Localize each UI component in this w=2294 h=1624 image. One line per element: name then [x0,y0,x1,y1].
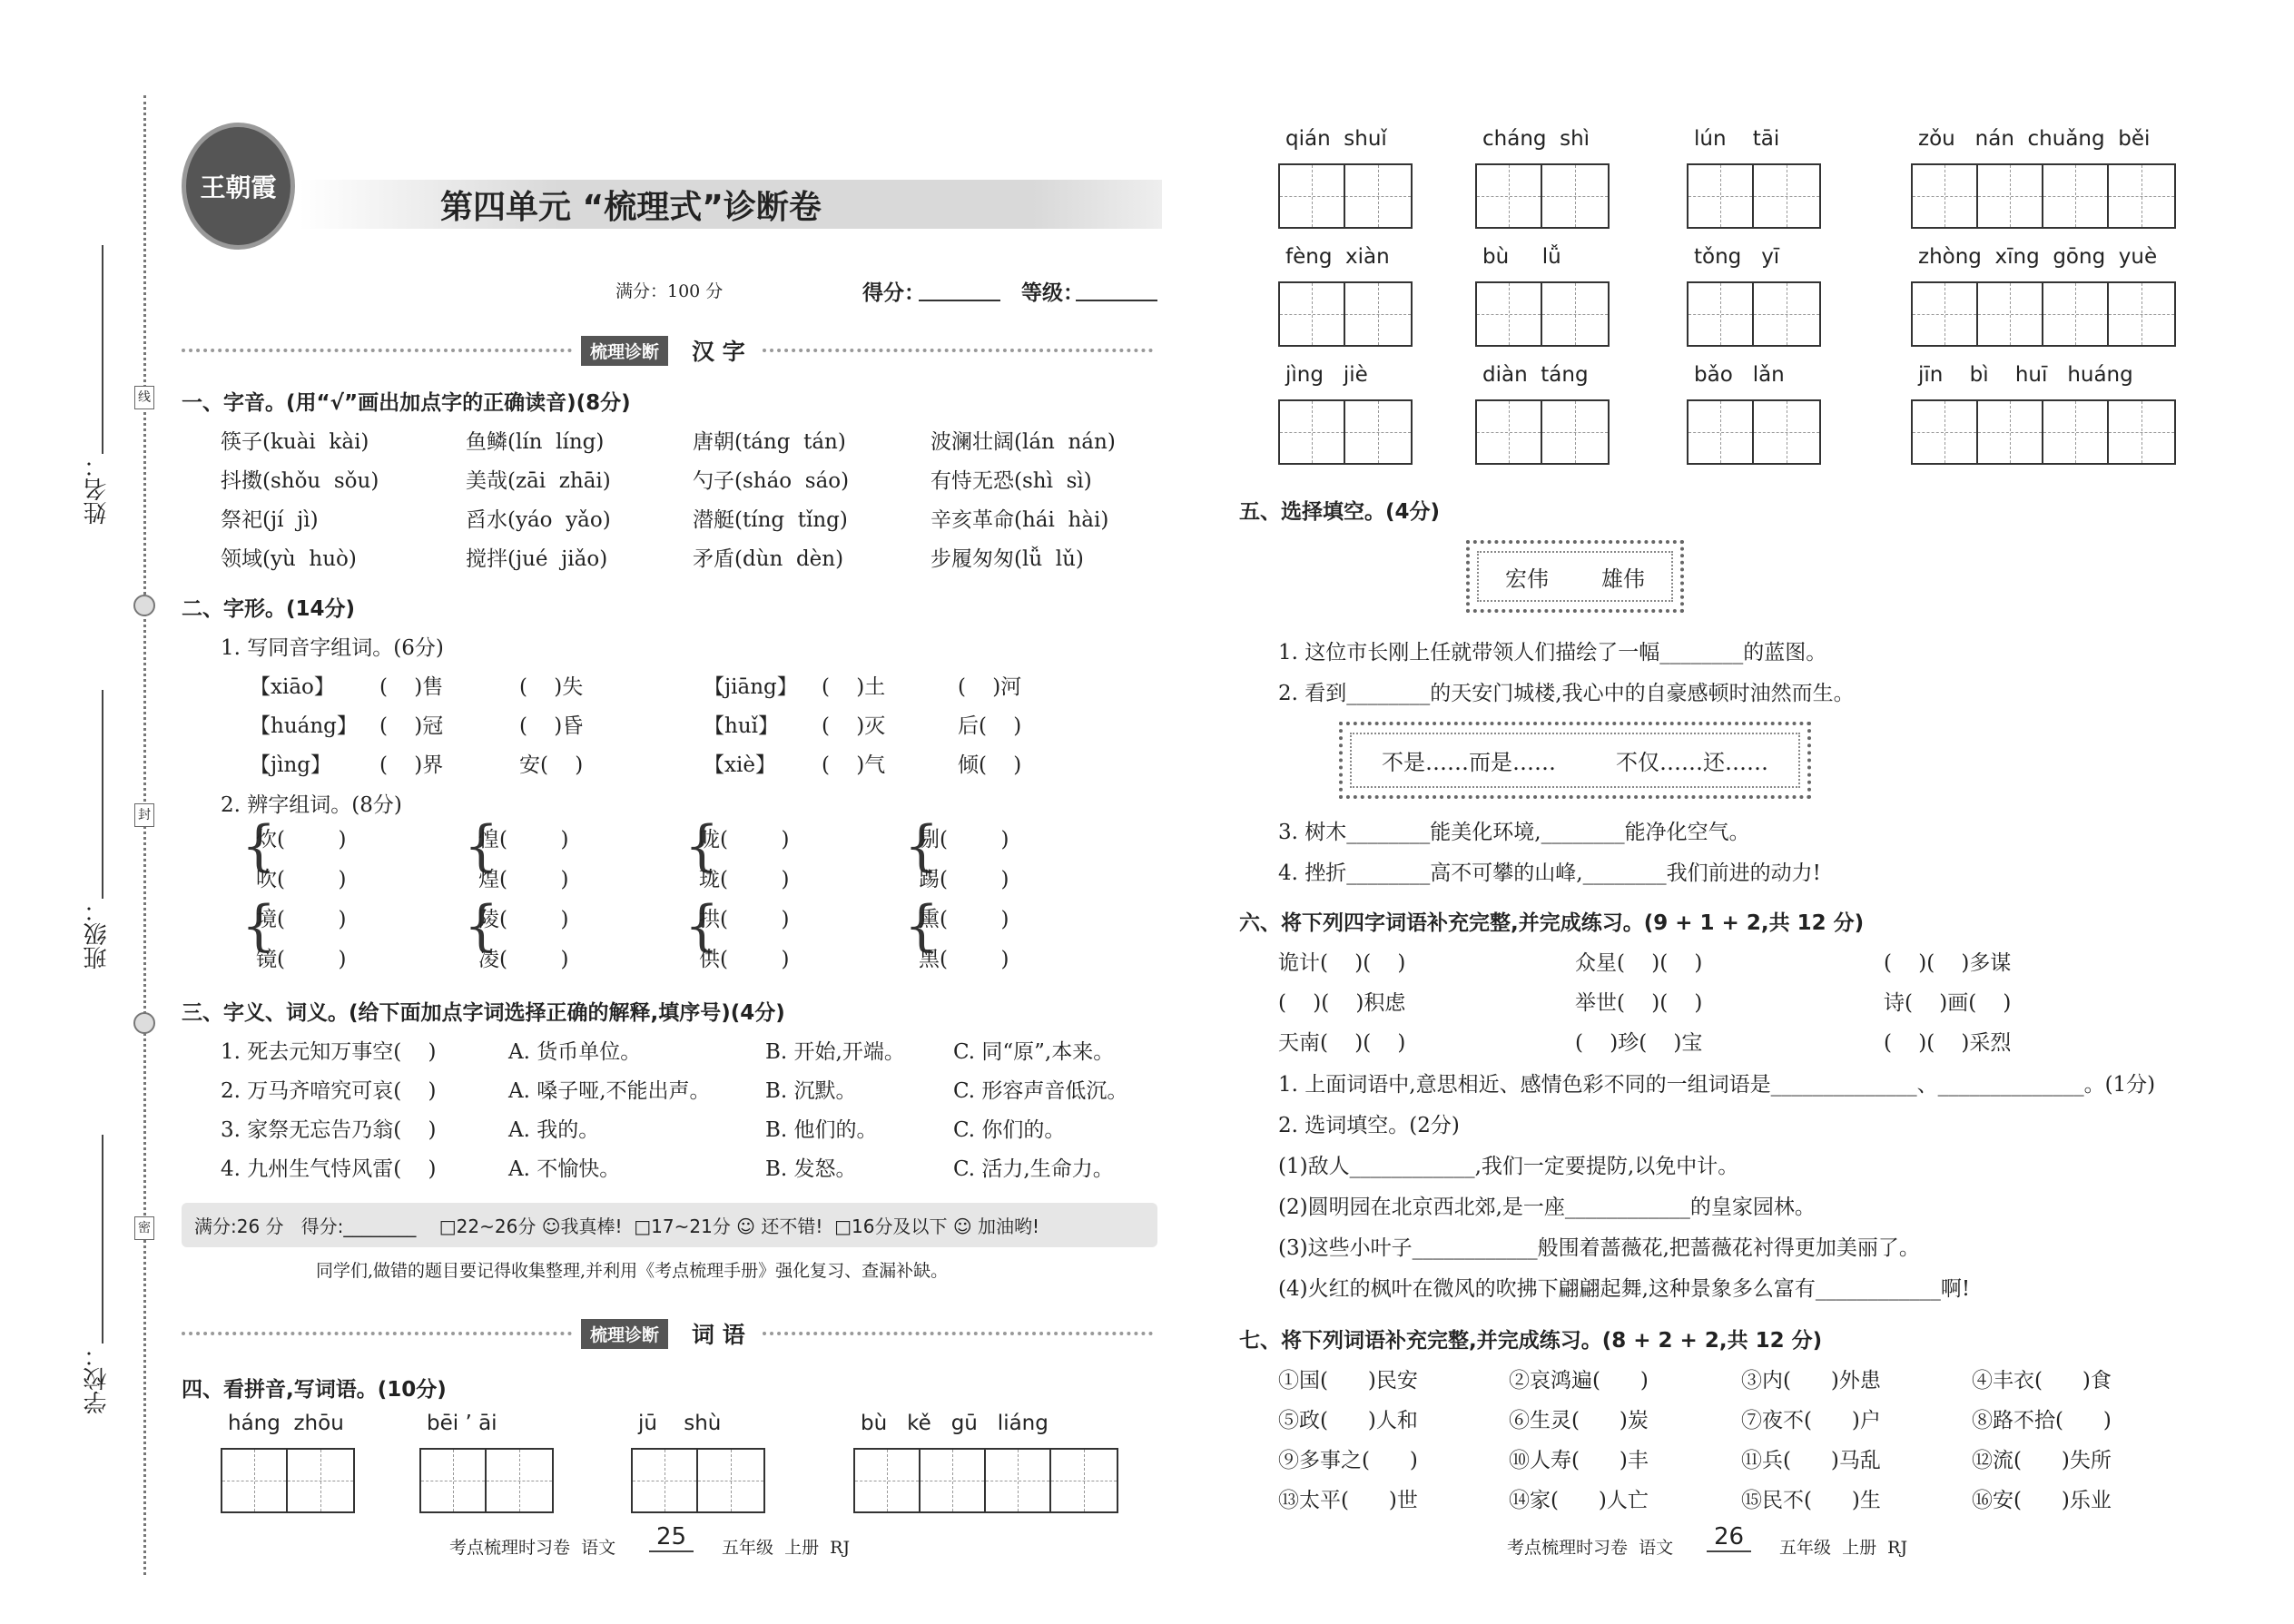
q1-item[interactable]: 搅拌(jué jiǎo) [466,547,608,571]
writing-grid[interactable] [1911,163,2176,229]
pinyin-label: bù kě gū liáng [861,1412,1049,1435]
grid-cell[interactable] [2043,401,2109,463]
binding-hole [133,595,155,616]
q7-item[interactable]: ⑪兵( )马乱 [1741,1449,1881,1472]
q2-item[interactable]: ( )失 [519,675,584,699]
writing-grid[interactable] [1278,281,1413,347]
page-number-right: 26 [1707,1523,1751,1552]
q3-item: B. 他们的。 [765,1118,878,1142]
pinyin-label: háng zhōu [228,1412,344,1435]
grid-cell[interactable] [1754,165,1819,227]
writing-grid[interactable] [1475,163,1610,229]
q1-item[interactable]: 辛亥革命(hái hài) [930,508,1109,532]
q5-item: 1. 这位市长刚上任就带领人们描绘了一幅________的蓝图。 [1278,641,1827,664]
q2-item[interactable]: 后( ) [958,714,1022,738]
writing-grid[interactable] [1687,281,1821,347]
word-option: 不是……而是…… [1382,750,1556,775]
pair-item[interactable]: 供( ) [699,948,790,971]
q6-item[interactable]: 诡计( )( ) [1278,951,1406,975]
q6-title: 六、将下列四字词语补充完整,并完成练习。(9 + 1 + 2,共 12 分) [1239,911,1865,935]
divider [763,1332,1153,1335]
grid-cell[interactable] [1689,283,1754,345]
grid-cell[interactable] [288,1450,353,1511]
grid-cell[interactable] [1913,283,1978,345]
full-score: 满分：100 分 [615,281,724,301]
grid-cell[interactable] [2109,165,2174,227]
q6-item[interactable]: ( )( )采烈 [1884,1031,2012,1055]
grid-cell[interactable] [1542,283,1608,345]
q3-item[interactable]: 4. 九州生气恃风雷( ) [221,1157,437,1181]
grid-cell[interactable] [1913,165,1978,227]
q1-item[interactable]: 美哉(zāi zhāi) [466,469,611,493]
q7-item[interactable]: ⑭家( )人亡 [1509,1489,1649,1512]
section-title-ciyu: 词 语 [692,1322,745,1348]
q1-item[interactable]: 鱼鳞(lín líng) [466,430,605,454]
seal-line-mark: 线 [134,386,154,409]
pinyin-label: zǒu nán chuǎng běi [1918,127,2151,151]
brace: { [684,894,720,958]
footer-left-grade: 五年级 上册 RJ [722,1538,851,1558]
q3-item: C. 活力,生命力。 [953,1157,1114,1181]
section-tag: 梳理诊断 [581,1319,668,1349]
pair-item[interactable]: 炊( ) [256,828,347,851]
grid-cell[interactable] [1280,283,1345,345]
q6-item[interactable]: 众星( )( ) [1575,951,1703,975]
q1-title: 一、字音。(用“√”画出加点字的正确读音)(8分) [182,391,631,415]
score-field[interactable] [919,300,1000,301]
q2-title: 二、字形。(14分) [182,597,356,621]
pinyin-label: cháng shì [1482,127,1590,151]
grid-cell[interactable] [1280,165,1345,227]
q7-item[interactable]: ⑩人寿( )丰 [1509,1449,1649,1472]
grade-field[interactable] [1076,300,1157,301]
grid-cell[interactable] [1754,283,1819,345]
q2-item[interactable]: ( )昏 [519,714,584,738]
grid-cell[interactable] [222,1450,288,1511]
q7-item[interactable]: ③内( )外患 [1741,1369,1881,1393]
q6-line[interactable]: (1)敌人____________,我们一定要提防,以免中计。 [1278,1155,1739,1178]
writing-grid[interactable] [1687,163,1821,229]
q4-title: 四、看拼音,写词语。(10分) [182,1378,447,1402]
q7-item[interactable]: ⑨多事之( ) [1278,1449,1418,1472]
q7-item[interactable]: ②哀鸿遍( ) [1509,1369,1649,1393]
q3-item: C. 同“原”,本来。 [953,1040,1115,1064]
name-field[interactable] [102,245,103,454]
pair-item[interactable]: 剔( ) [919,828,1009,851]
pair-item[interactable]: 凌( ) [478,948,569,971]
writing-grid[interactable] [631,1448,765,1513]
school-field[interactable] [102,1135,103,1343]
q6-item[interactable]: ( )珍( )宝 [1575,1031,1703,1055]
writing-grid[interactable] [1475,281,1610,347]
q7-title: 七、将下列词语补充完整,并完成练习。(8 + 2 + 2,共 12 分) [1239,1329,1823,1353]
score-bar: 满分:26 分 得分:________ □22~26分 ☺我真棒! □17~21分 ☺ 还不错! □16分及以下 ☺ 加油哟! [182,1203,1157,1247]
writing-grid[interactable] [853,1448,1118,1513]
logo-text: 王朝霞 [200,172,277,202]
school-label: 学校： [84,1343,111,1414]
brace: { [241,814,277,878]
pair-item[interactable]: 陵( ) [478,908,569,931]
pinyin-label: bēi ’ āi [427,1412,497,1435]
grid-cell[interactable] [2109,283,2174,345]
q2-item[interactable]: 倾( ) [958,753,1022,777]
q3-item: A. 我的。 [508,1118,600,1142]
q1-item[interactable]: 唐朝(táng tán) [693,430,846,454]
q7-item[interactable]: ⑦夜不( )户 [1741,1409,1881,1432]
writing-grid[interactable] [1911,281,2176,347]
grid-cell[interactable] [1345,283,1411,345]
grid-cell[interactable] [1280,401,1345,463]
grid-cell[interactable] [1477,401,1542,463]
q3-item: C. 你们的。 [953,1118,1066,1142]
q2-item[interactable]: ( )气 [822,753,886,777]
q7-item[interactable]: ⑯安( )乐业 [1972,1489,2112,1512]
grid-cell[interactable] [855,1450,921,1511]
q2-item: 【xiāo】 [250,675,335,699]
pinyin-label: fèng xiàn [1285,245,1390,269]
q7-item[interactable]: ④丰衣( )食 [1972,1369,2112,1393]
pinyin-label: jīn bì huī huáng [1918,363,2133,387]
brace: { [464,814,499,878]
q6-item[interactable]: 举世( )( ) [1575,991,1703,1015]
pair-item[interactable]: 惶( ) [478,828,569,851]
q6-item[interactable]: ( )( )多谋 [1884,951,2012,975]
q2-sub1: 1. 写同音字组词。(6分) [221,636,444,660]
pinyin-label: jìng jiè [1285,363,1368,387]
word-option: 宏伟 [1505,566,1549,592]
q1-item[interactable]: 矛盾(dùn dèn) [693,547,844,571]
grid-cell[interactable] [421,1450,487,1511]
q6-line[interactable]: (2)圆明园在北京西北郊,是一座____________的皇家园林。 [1278,1196,1816,1219]
grid-cell[interactable] [1689,165,1754,227]
q7-item[interactable]: ⑧路不拾( ) [1972,1409,2112,1432]
pair-item[interactable]: 镜( ) [256,948,347,971]
q1-item[interactable]: 潜艇(tíng tǐng) [693,508,848,532]
q3-item[interactable]: 2. 万马齐喑究可哀( ) [221,1079,437,1103]
grid-cell[interactable] [698,1450,763,1511]
q2-item[interactable]: ( )河 [958,675,1022,699]
section-title-hanzi: 汉 字 [692,339,745,365]
q3-item: B. 发怒。 [765,1157,857,1181]
q1-item[interactable]: 领域(yù huò) [221,547,357,571]
grid-cell[interactable] [986,1450,1051,1511]
q3-item[interactable]: 3. 家祭无忘告乃翁( ) [221,1118,437,1142]
q2-item[interactable]: ( )土 [822,675,886,699]
q1-item[interactable]: 筷子(kuài kài) [221,430,369,454]
q2-item: 【huáng】 [250,714,358,738]
q1-item[interactable]: 勺子(sháo sáo) [693,469,850,493]
class-field[interactable] [102,690,103,899]
footer-left: 考点梳理时习卷 语文 [449,1538,616,1558]
q2-item[interactable]: ( )灭 [822,714,886,738]
word-choice-box-1 [1466,540,1684,613]
q5-item: 3. 树木________能美化环境,________能净化空气。 [1278,821,1750,844]
q1-item[interactable]: 波澜壮阔(lán nán) [930,430,1116,454]
section-tag: 梳理诊断 [581,336,668,366]
q7-item[interactable]: ⑥生灵( )炭 [1509,1409,1649,1432]
score-label: 得分： [862,281,925,305]
writing-grid[interactable] [1278,399,1413,465]
q5-title: 五、选择填空。(4分) [1239,500,1441,524]
q2-item: 【huǐ】 [704,714,779,738]
grid-cell[interactable] [1978,283,2043,345]
pair-item[interactable]: 熏( ) [919,908,1009,931]
word-choice-box-2 [1339,722,1811,799]
q3-item[interactable]: 1. 死去元知万事空( ) [221,1040,437,1064]
pair-item[interactable]: 吹( ) [256,868,347,891]
pair-item[interactable]: 境( ) [256,908,347,931]
q3-item: A. 不愉快。 [508,1157,621,1181]
pair-item[interactable]: 踢( ) [919,868,1009,891]
footer-right-grade: 五年级 上册 RJ [1779,1538,1908,1558]
grid-cell[interactable] [921,1450,986,1511]
pinyin-label: bǎo lǎn [1694,363,1785,387]
seal-seal-mark: 封 [134,803,154,827]
grade-label: 等级： [1021,281,1084,305]
pinyin-label: lún tāi [1694,127,1780,151]
q2-item[interactable]: 安( ) [519,753,584,777]
q6-item[interactable]: ( )( )积虑 [1278,991,1406,1015]
grid-cell[interactable] [1477,283,1542,345]
q6-item[interactable]: 天南( )( ) [1278,1031,1406,1055]
footer-right: 考点梳理时习卷 语文 [1507,1538,1674,1558]
grid-cell[interactable] [1542,401,1608,463]
grid-cell[interactable] [487,1450,552,1511]
brace: { [904,894,940,958]
q2-item[interactable]: ( )售 [379,675,444,699]
grid-cell[interactable] [1913,401,1978,463]
pinyin-label: bù lǚ [1482,245,1561,269]
brace: { [241,894,277,958]
writing-grid[interactable] [1911,399,2176,465]
q3-item: A. 货币单位。 [508,1040,642,1064]
q3-item: A. 嗓子哑,不能出声。 [508,1079,711,1103]
q2-item[interactable]: ( )冠 [379,714,444,738]
grid-cell[interactable] [1345,165,1411,227]
pair-item[interactable]: 拱( ) [699,908,790,931]
q7-item[interactable]: ①国( )民安 [1278,1369,1418,1393]
grid-cell[interactable] [1051,1450,1117,1511]
q2-item: 【jiāng】 [704,675,798,699]
divider [182,1332,572,1335]
divider [763,349,1153,352]
q6-line[interactable]: (3)这些小叶子____________般围着蔷薇花,把蔷薇花衬得更加美丽了。 [1278,1236,1920,1260]
grid-cell[interactable] [1542,165,1608,227]
seal-close-mark: 密 [134,1216,154,1240]
page-number-left: 25 [649,1523,694,1552]
name-label: 姓名： [84,454,111,525]
grid-cell[interactable] [633,1450,698,1511]
q3-item: B. 开始,开端。 [765,1040,905,1064]
q7-item[interactable]: ⑫流( )失所 [1972,1449,2112,1472]
binding-hole [133,1012,155,1034]
writing-grid[interactable] [419,1448,554,1513]
q6-line[interactable]: 2. 选词填空。(2分) [1278,1114,1460,1137]
pinyin-label: jū shù [638,1412,722,1435]
class-label: 班级： [84,899,111,969]
q2-sub2: 2. 辨字组词。(8分) [221,793,402,817]
q5-item: 4. 挫折________高不可攀的山峰,________我们前进的动力! [1278,861,1821,885]
logo [182,123,295,250]
writing-grid[interactable] [1687,399,1821,465]
q6-line[interactable]: 1. 上面词语中,意思相近、感情色彩不同的一组词语是______________、______________。(1分) [1278,1073,2156,1097]
q1-item[interactable]: 有恃无恐(shì sì) [930,469,1092,493]
pinyin-label: qián shuǐ [1285,127,1387,151]
q5-item: 2. 看到________的天安门城楼,我心中的自豪感顿时油然而生。 [1278,682,1855,705]
grid-cell[interactable] [2043,283,2109,345]
pinyin-label: tǒng yī [1694,245,1780,269]
q2-item[interactable]: ( )界 [379,753,444,777]
q6-item[interactable]: 诗( )画( ) [1884,991,2012,1015]
q3-item: C. 形容声音低沉。 [953,1079,1128,1103]
brace: { [904,814,940,878]
writing-grid[interactable] [1278,163,1413,229]
word-option: 不仅……还…… [1616,750,1768,775]
q3-item: B. 沉默。 [765,1079,857,1103]
q7-item[interactable]: ⑤政( )人和 [1278,1409,1418,1432]
pair-item[interactable]: 珑( ) [699,868,790,891]
brace: { [464,894,499,958]
q2-item: 【xiè】 [704,753,776,777]
page-title: 第四单元 “梳理式”诊断卷 [440,189,822,226]
pair-item[interactable]: 黑( ) [919,948,1009,971]
pinyin-label: diàn táng [1482,363,1589,387]
writing-grid[interactable] [221,1448,355,1513]
grid-cell[interactable] [1978,165,2043,227]
grid-cell[interactable] [1978,401,2043,463]
binding-dotted-line [143,95,146,1575]
divider [182,349,572,352]
pair-item[interactable]: 咙( ) [699,828,790,851]
review-note: 同学们,做错的题目要记得收集整理,并利用《考点梳理手册》强化复习、查漏补缺。 [316,1261,949,1281]
q1-item[interactable]: 祭祀(jí jì) [221,508,319,532]
grid-cell[interactable] [1754,401,1819,463]
writing-grid[interactable] [1475,399,1610,465]
q1-item[interactable]: 抖擞(shǒu sǒu) [221,469,379,493]
pair-item[interactable]: 煌( ) [478,868,569,891]
word-option: 雄伟 [1601,566,1645,592]
pinyin-label: zhòng xīng gōng yuè [1918,245,2158,269]
q1-item[interactable]: 舀水(yáo yǎo) [466,508,611,532]
q1-item[interactable]: 步履匆匆(lǚ lǔ) [930,547,1084,571]
grid-cell[interactable] [2043,165,2109,227]
q6-line[interactable]: (4)火红的枫叶在微风的吹拂下翩翩起舞,这种景象多么富有____________啊! [1278,1277,1971,1301]
grid-cell[interactable] [2109,401,2174,463]
q2-item: 【jìng】 [250,753,332,777]
brace: { [684,814,720,878]
grid-cell[interactable] [1345,401,1411,463]
grid-cell[interactable] [1689,401,1754,463]
q7-item[interactable]: ⑮民不( )生 [1741,1489,1881,1512]
q7-item[interactable]: ⑬太平( )世 [1278,1489,1418,1512]
q3-title: 三、字义、词义。(给下面加点字词选择正确的解释,填序号)(4分) [182,1001,785,1025]
grid-cell[interactable] [1477,165,1542,227]
